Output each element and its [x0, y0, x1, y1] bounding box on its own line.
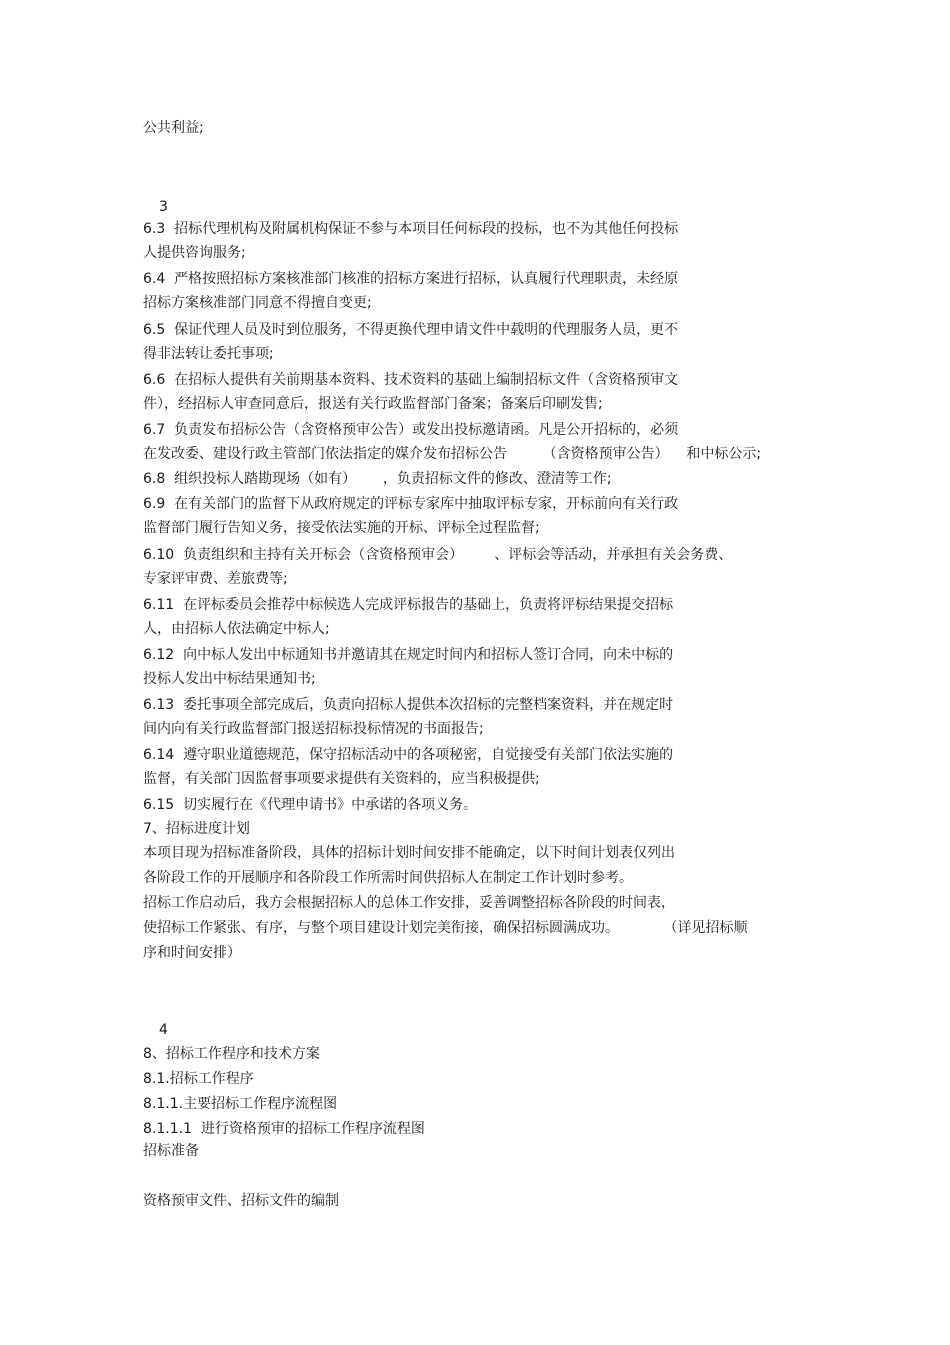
text-line: 监督部门履行告知义务，接受依法实施的开标、评标全过程监督; — [143, 520, 540, 536]
text-line: 得非法转让委托事项; — [143, 346, 274, 362]
text-line: 6.11 在评标委员会推荐中标候选人完成评标报告的基础上，负责将评标结果提交招标 — [143, 597, 674, 613]
text-line: 人提供咨询服务; — [143, 245, 246, 261]
text-line: 间内向有关行政监督部门报送招标投标情况的书面报告; — [143, 721, 484, 737]
text-line: 公共利益; — [143, 120, 204, 136]
page-number: 4 — [159, 1022, 168, 1038]
page-number: 3 — [159, 199, 168, 215]
text-line: 6.10 负责组织和主持有关开标会（含资格预审会） 、评标会等活动，并承担有关会务费、 — [143, 547, 733, 563]
section-heading: 8.1.1.主要招标工作程序流程图 — [143, 1096, 338, 1112]
text-line: 监督，有关部门因监督事项要求提供有关资料的，应当积极提供; — [143, 771, 540, 787]
text-line: 6.6 在招标人提供有关前期基本资料、技术资料的基础上编制招标文件（含资格预审文 — [143, 372, 679, 388]
text-line: 6.8 组织投标人踏勘现场（如有） ，负责招标文件的修改、澄清等工作; — [143, 471, 612, 487]
text-line: 专家评审费、差旅费等; — [143, 571, 288, 587]
text-line: 6.3 招标代理机构及附属机构保证不参与本项目任何标段的投标，也不为其他任何投标 — [143, 221, 679, 237]
text-line: 人，由招标人依法确定中标人; — [143, 621, 330, 637]
text-line: 6.15 切实履行在《代理申请书》中承诺的各项义务。 — [143, 797, 478, 813]
text-line: 6.9 在有关部门的监督下从政府规定的评标专家库中抽取评标专家，开标前向有关行政 — [143, 496, 679, 512]
text-line: 6.4 严格按照招标方案核准部门核准的招标方案进行招标，认真履行代理职责，未经原 — [143, 271, 679, 287]
text-line: 招标方案核准部门同意不得擅自变更; — [143, 295, 372, 311]
text-line: 使招标工作紧张、有序，与整个项目建设计划完美衔接，确保招标圆满成功。 （详见招标顺 — [143, 920, 748, 936]
text-line: 各阶段工作的开展顺序和各阶段工作所需时间供招标人在制定工作计划时参考。 — [143, 870, 633, 886]
text-line: 本项目现为招标准备阶段，具体的招标计划时间安排不能确定，以下时间计划表仅列出 — [143, 845, 675, 861]
section-heading: 8.1.招标工作程序 — [143, 1071, 254, 1087]
text-line: 投标人发出中标结果通知书; — [143, 671, 316, 687]
text-line: 6.14 遵守职业道德规范，保守招标活动中的各项秘密，自觉接受有关部门依法实施的 — [143, 747, 674, 763]
text-line: 6.5 保证代理人员及时到位服务，不得更换代理申请文件中载明的代理服务人员，更不 — [143, 322, 679, 338]
text-line: 在发改委、建设行政主管部门依法指定的媒介发布招标公告 （含资格预审公告） 和中标公示; — [143, 446, 762, 462]
section-heading: 8、招标工作程序和技术方案 — [143, 1046, 320, 1062]
section-heading: 7、招标进度计划 — [143, 821, 250, 837]
text-line: 6.12 向中标人发出中标通知书并邀请其在规定时间内和招标人签订合同，向未中标的 — [143, 647, 674, 663]
text-line: 6.13 委托事项全部完成后，负责向招标人提供本次招标的完整档案资料，并在规定时 — [143, 697, 674, 713]
text-line: 序和时间安排） — [143, 945, 241, 961]
text-line: 件），经招标人审查同意后，报送有关行政监督部门备案；备案后印刷发售; — [143, 396, 603, 412]
text-line: 6.7 负责发布招标公告（含资格预审公告）或发出投标邀请函。凡是公开招标的，必须 — [143, 422, 679, 438]
flowchart-step: 资格预审文件、招标文件的编制 — [143, 1193, 339, 1209]
text-line: 招标工作启动后，我方会根据招标人的总体工作安排，妥善调整招标各阶段的时间表， — [143, 895, 675, 911]
flowchart-step: 招标准备 — [143, 1143, 199, 1159]
section-heading: 8.1.1.1 进行资格预审的招标工作程序流程图 — [143, 1121, 425, 1137]
